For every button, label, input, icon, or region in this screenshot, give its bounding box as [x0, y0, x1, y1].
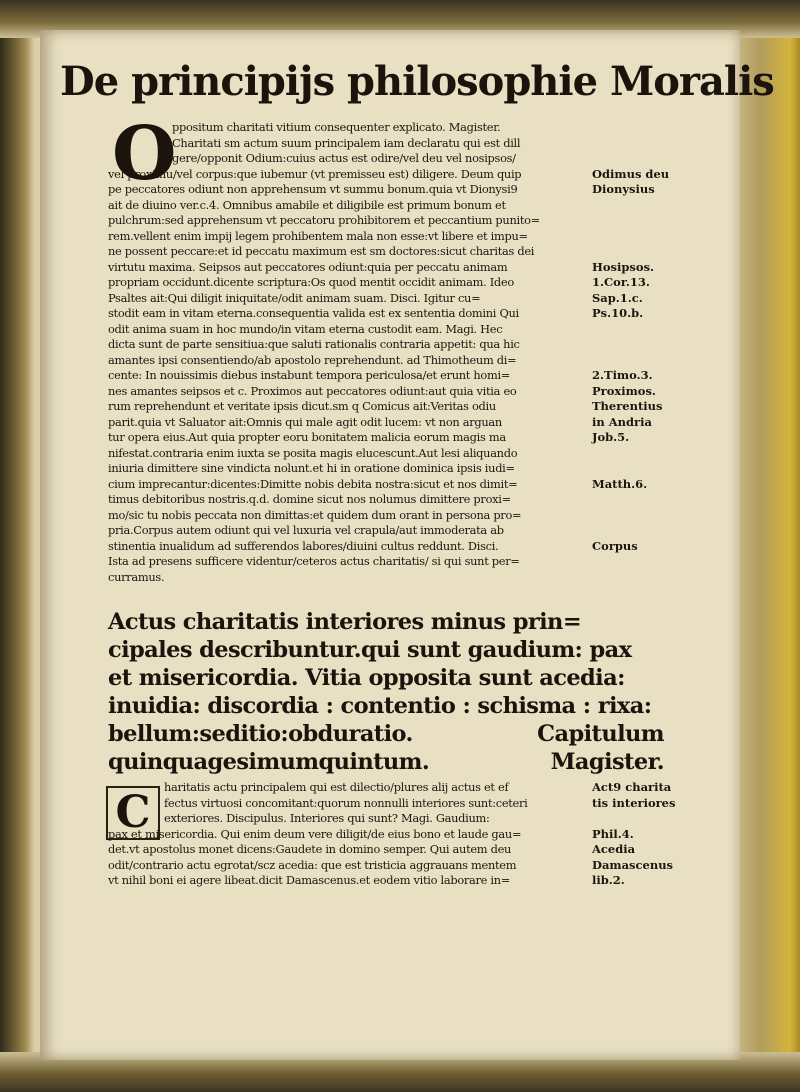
- margin-note: Act9 charita: [592, 780, 672, 794]
- heading-line: cipales describuntur.qui sunt gaudium: pax: [108, 637, 632, 663]
- margin-note: Damascenus: [592, 857, 674, 872]
- text-line: rem.vellent enim impij legem prohibentem mala non esse:vt libere et impu=: [108, 228, 528, 243]
- margin-note: Phil.4.: [592, 826, 634, 841]
- page-title: De principijs philosophie Moralis: [60, 58, 774, 105]
- margin-note: Dionysius: [592, 182, 655, 196]
- margin-note: Sap.1.c.: [592, 290, 643, 305]
- margin-note: Hosipsos.: [592, 259, 655, 274]
- heading-line: quinquagesimumquintum. Magister.: [108, 749, 664, 775]
- text-line: fectus virtuosi concomitant:quorum nonnulli interiores sunt:ceteri: [164, 795, 528, 810]
- chapter-label: Capitulum: [537, 721, 664, 747]
- text-line: rum reprehendunt et veritate ipsis dicut.sm q Comicus ait:Veritas odiu: [108, 399, 496, 413]
- text-line: tur opera eius.Aut quia propter eoru bonitatem malicia eorum magis ma: [108, 430, 506, 444]
- text-line: amantes ipsi consentiendo/ab apostolo reprehendunt. ad Thimotheum di=: [108, 352, 517, 367]
- text-line: stinentia inualidum ad sufferendos labores/diuini cultus reddunt. Disci.: [108, 538, 499, 553]
- text-line: virtutu maxima. Seipsos aut peccatores odiunt:quia per peccatu animam: [108, 259, 508, 274]
- margin-note: Job.5.: [592, 430, 630, 444]
- heading-line: et misericordia. Vitia opposita sunt acedia:: [108, 665, 625, 691]
- text-line: gere/opponit Odium:cuius actus est odire/vel deu vel nosipsos/: [172, 151, 516, 165]
- text-line: propriam occidunt.dicente scriptura:Os quod mentit occidit animam. Ideo: [108, 275, 514, 289]
- text-line: cente: In nouissimis diebus instabunt tempora periculosa/et erunt homi=: [108, 368, 511, 382]
- margin-note: 1.Cor.13.: [592, 275, 650, 289]
- text-line: stodit eam in vitam eterna.consequentia valida est ex sententia domini Qui: [108, 306, 519, 320]
- text-line: pe peccatores odiunt non apprehensum vt summu bonum.quia vt Dionysi9: [108, 182, 518, 196]
- text-line: ne possent peccare:et id peccatu maximum est sm doctores:sicut charitas dei: [108, 244, 535, 258]
- drop-capital: C: [106, 786, 160, 840]
- text-line: pria.Corpus autem odiunt qui vel luxuria vel crapula/aut immoderata ab: [108, 523, 504, 537]
- margin-note: Ps.10.b.: [592, 306, 644, 320]
- text-line: parit.quia vt Saluator ait:Omnis qui male agit odit lucem: vt non arguan: [108, 414, 502, 429]
- text-line: pulchrum:sed apprehensum vt peccatoru prohibitorem et peccantium punito=: [108, 213, 540, 227]
- margin-note: Odimus deu: [592, 166, 670, 181]
- heading-line: bellum:seditio:obduratio. Capitulum: [108, 721, 664, 747]
- text-line: cium imprecantur:dicentes:Dimitte nobis debita nostra:sicut et nos dimit=: [108, 476, 518, 491]
- heading-line: inuidia: discordia : contentio : schisma : rixa:: [108, 693, 652, 719]
- margin-note: Proximos.: [592, 383, 656, 398]
- margin-note: lib.2.: [592, 873, 625, 887]
- magister-label: Magister.: [550, 749, 664, 775]
- text-line: exteriores. Discipulus. Interiores qui sunt? Magi. Gaudium:: [164, 811, 490, 825]
- text-line: iniuria dimittere sine vindicta nolunt.et hi in oratione dominica ipsis iudi=: [108, 461, 515, 475]
- text-line: vt nihil boni ei agere libeat.dicit Damascenus.et eodem vitio laborare in=: [108, 873, 511, 887]
- margin-note: Corpus: [592, 538, 638, 553]
- text-line: odit/contrario actu egrotat/scz acedia: que est tristicia aggrauans mentem: [108, 857, 517, 872]
- text-line: mo/sic tu nobis peccata non dimittas:et quidem dum orant in persona pro=: [108, 507, 522, 522]
- text-line: pax et misericordia. Qui enim deum vere diligit/de eius bono et laude gau=: [108, 826, 522, 841]
- text-line: nes amantes seipsos et c. Proximos aut peccatores odiunt:aut quia vitia eo: [108, 383, 517, 398]
- margin-note: Acedia: [592, 842, 636, 856]
- margin-note: in Andria: [592, 414, 652, 429]
- text-line: det.vt apostolus monet dicens:Gaudete in domino semper. Qui autem deu: [108, 842, 512, 856]
- text-line: ait de diuino ver.c.4. Omnibus amabile et diligibile est primum bonum et: [108, 197, 506, 212]
- text-line: Ista ad presens sufficere videntur/ceteros actus charitatis/ si qui sunt per=: [108, 554, 520, 568]
- text-line: Psaltes ait:Qui diligit iniquitate/odit animam suam. Disci. Igitur cu=: [108, 290, 481, 305]
- text-line: timus debitoribus nostris.q.d. domine sicut nos nolumus dimittere proxi=: [108, 492, 511, 506]
- text-line: vel proximu/vel corpus:que iubemur (vt premisseu est) diligere. Deum quip: [108, 166, 522, 181]
- text-line: dicta sunt de parte sensitiua:que saluti rationalis contraria appetit: qua hic: [108, 337, 520, 351]
- text-line: nifestat.contraria enim iuxta se posita magis elucescunt.Aut lesi aliquando: [108, 445, 518, 460]
- margin-note: 2.Timo.3.: [592, 368, 653, 382]
- drop-capital: O: [112, 111, 177, 197]
- text-line: odit anima suam in hoc mundo/in vitam eterna custodit eam. Magi. Hec: [108, 321, 503, 336]
- margin-note: tis interiores: [592, 795, 676, 810]
- text-line: Charitati sm actum suum principalem iam declaratu qui est dill: [172, 135, 521, 150]
- heading-line: Actus charitatis interiores minus prin=: [108, 609, 582, 635]
- margin-note: Therentius: [592, 399, 663, 413]
- text-line: curramus.: [108, 569, 165, 584]
- text-line: haritatis actu principalem qui est dilectio/plures alij actus et ef: [164, 780, 509, 794]
- margin-note: Matth.6.: [592, 476, 648, 491]
- text-line: ppositum charitati vitium consequenter explicato. Magister.: [172, 120, 501, 134]
